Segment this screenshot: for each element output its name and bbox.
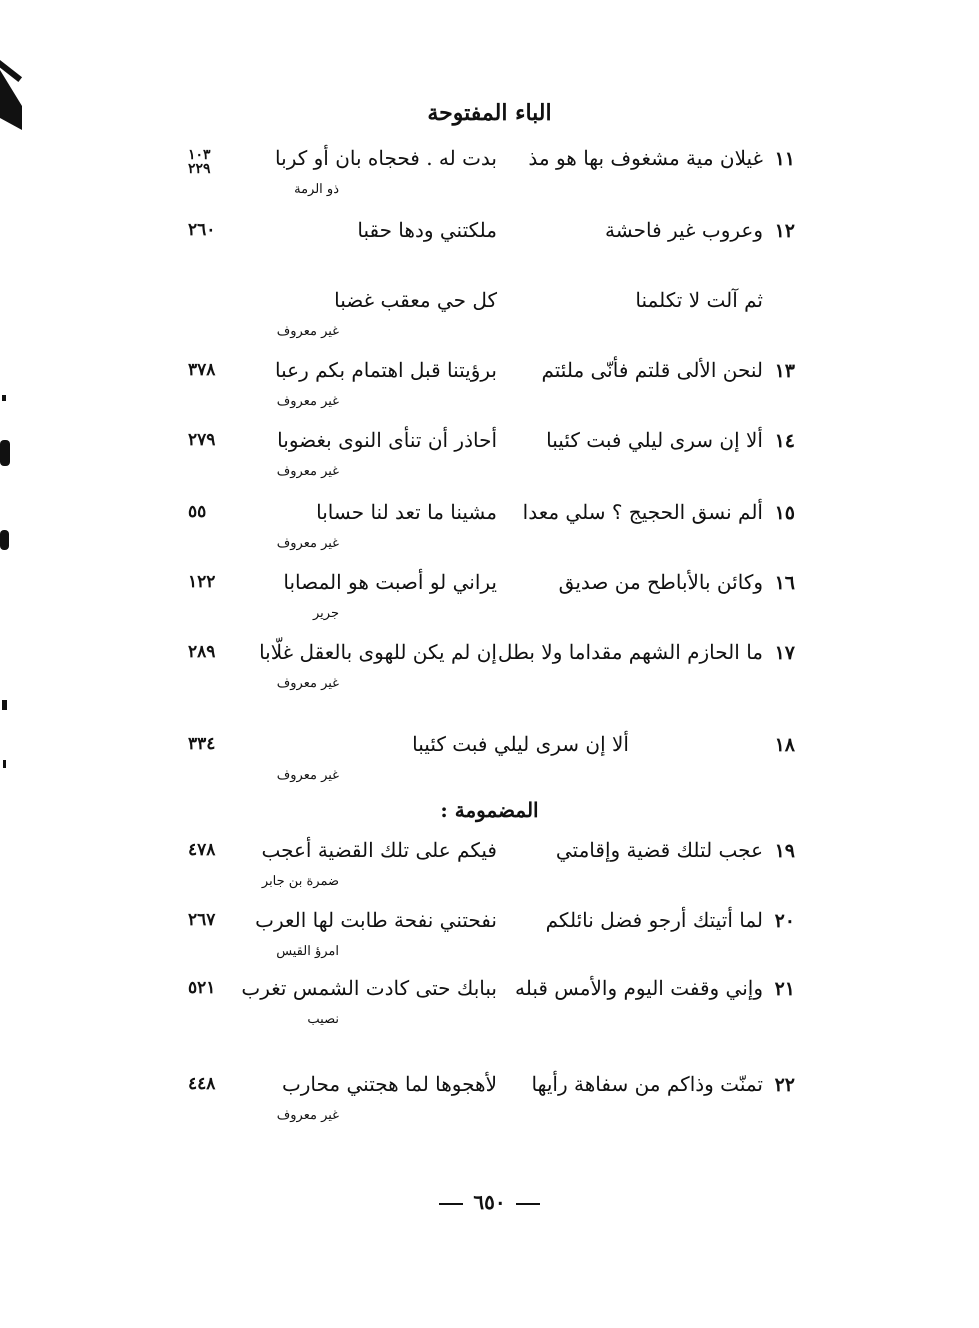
verse-second-hemistich: كل حي معقب غضبا <box>334 288 497 312</box>
section-heading: الباء المفتوحة <box>427 100 552 126</box>
poet-name: غير معروف <box>276 324 339 339</box>
verse-number: ١٩ <box>774 840 795 862</box>
poet-name: غير معروف <box>276 1108 339 1123</box>
page-footer <box>0 1190 979 1214</box>
poet-name: غير معروف <box>276 464 339 479</box>
verse-second-hemistich: إن لم يكن للهوى بالعقل غلّابا <box>259 640 497 664</box>
page-reference: ٤٧٨ <box>188 840 216 860</box>
poet-name: غير معروف <box>276 536 339 551</box>
page-number: ٦٥٠ <box>473 1190 506 1214</box>
page-reference: ١٢٢ <box>188 572 216 592</box>
verse-first-hemistich: ألا إن سرى ليلي فبت كئيبا <box>546 428 763 452</box>
footer-dash <box>439 1203 463 1205</box>
verse-second-hemistich: مشينا ما تعد لنا حسابا <box>316 500 497 524</box>
page-reference: ٣٧٨ <box>188 360 216 380</box>
page-reference: ٢٨٩ <box>188 642 216 662</box>
verse-number: ١٨ <box>774 734 795 756</box>
page-reference: ٥٢١ <box>188 978 216 998</box>
page-reference: ٢٦٧ <box>188 910 216 930</box>
verse-row <box>0 634 979 691</box>
verse-row <box>0 140 979 197</box>
verse-row <box>0 726 979 783</box>
verse-second-hemistich: نفحتني نفحة طابت لها العرب <box>255 908 497 932</box>
verse-number: ١٢ <box>774 220 795 242</box>
verse-row <box>0 970 979 1027</box>
verse-second-hemistich: أحاذر أن تنأى النوى بغضوبا <box>277 428 497 452</box>
poet-name: نصيب <box>307 1012 339 1027</box>
poet-name: غير معروف <box>276 768 339 783</box>
verse-second-hemistich: يراني لو أصبت هو المصابا <box>283 570 497 594</box>
verse-row <box>0 564 979 621</box>
verse-row <box>0 1066 979 1123</box>
verse-hemistich: ألا إن سرى ليلي فبت كئيبا <box>412 732 629 756</box>
verse-number: ٢٠ <box>774 910 795 932</box>
verse-number: ١٣ <box>774 360 795 382</box>
poet-name: جرير <box>313 606 339 621</box>
verse-first-hemistich: وعروب غير فاحشة <box>605 218 763 242</box>
verse-number: ١٦ <box>774 572 795 594</box>
page-reference: ٤٤٨ <box>188 1074 216 1094</box>
page-reference: ١٠٣ ٢٢٩ <box>188 147 211 177</box>
poet-name: امرؤ القيس <box>276 944 339 959</box>
verse-row <box>0 282 979 339</box>
page-reference: ٢٧٩ <box>188 430 216 450</box>
verse-first-hemistich: وكائن بالأباطح من صديق <box>558 570 763 594</box>
verse-second-hemistich: برؤيتنا قبل اهتمام بكم رعبا <box>275 358 497 382</box>
scan-edge-mark <box>2 700 7 710</box>
verse-first-hemistich: ثم آلت لا تكلمنا <box>635 288 763 312</box>
verse-number: ١٤ <box>774 430 795 452</box>
verse-first-hemistich: لنحن الألى قلتم فأنّى ملئتم <box>541 358 763 382</box>
poet-name: ضمرة بن جابر <box>261 874 339 889</box>
section-subheading: المضمومة : <box>440 798 539 822</box>
poet-name: غير معروف <box>276 676 339 691</box>
verse-row <box>0 902 979 959</box>
poet-name: غير معروف <box>276 394 339 409</box>
verse-row <box>0 352 979 409</box>
verse-number: ٢١ <box>774 978 795 1000</box>
verse-second-hemistich: ببابك حتى كادت الشمس تغرب <box>241 976 497 1000</box>
verse-first-hemistich: غيلان مية مشغوف بها هو مذ <box>528 146 763 170</box>
verse-first-hemistich: لما أتيتك أرجو فضل نائلكم <box>545 908 763 932</box>
scan-edge-mark <box>2 395 6 401</box>
verse-row <box>0 422 979 479</box>
verse-first-hemistich: ألم نسق الحجيج ؟ سلي معدا <box>522 500 763 524</box>
verse-row <box>0 494 979 551</box>
verse-second-hemistich: فيكم على تلك القضية أعجب <box>261 838 497 862</box>
verse-first-hemistich: عجب لتلك قضية وإقامتي <box>555 838 763 862</box>
verse-first-hemistich: تمنّت وذاكم من سفاهة رأيها <box>531 1072 763 1096</box>
verse-second-hemistich: بدت له . فحجاه بان أو كربا <box>275 146 497 170</box>
verse-number: ٢٢ <box>774 1074 795 1096</box>
footer-dash <box>516 1203 540 1205</box>
verse-number: ١١ <box>774 148 795 170</box>
verse-number: ١٧ <box>774 642 795 664</box>
verse-row <box>0 212 979 252</box>
verse-row <box>0 832 979 889</box>
poet-name: ذو الرمة <box>294 182 339 197</box>
verse-second-hemistich: لأهجوها لما هجتني محارب <box>281 1072 497 1096</box>
verse-first-hemistich: وإني وقفت اليوم والأمس قبله <box>514 976 763 1000</box>
verse-second-hemistich: ملكتني ودها حقبا <box>357 218 497 242</box>
page-reference: ٣٣٤ <box>188 734 216 754</box>
verse-number: ١٥ <box>774 502 795 524</box>
page-reference: ٥٥ <box>188 502 207 522</box>
verse-first-hemistich: ما الحازم الشهم مقداما ولا بطل <box>497 640 763 664</box>
page-reference: ٢٦٠ <box>188 220 216 240</box>
